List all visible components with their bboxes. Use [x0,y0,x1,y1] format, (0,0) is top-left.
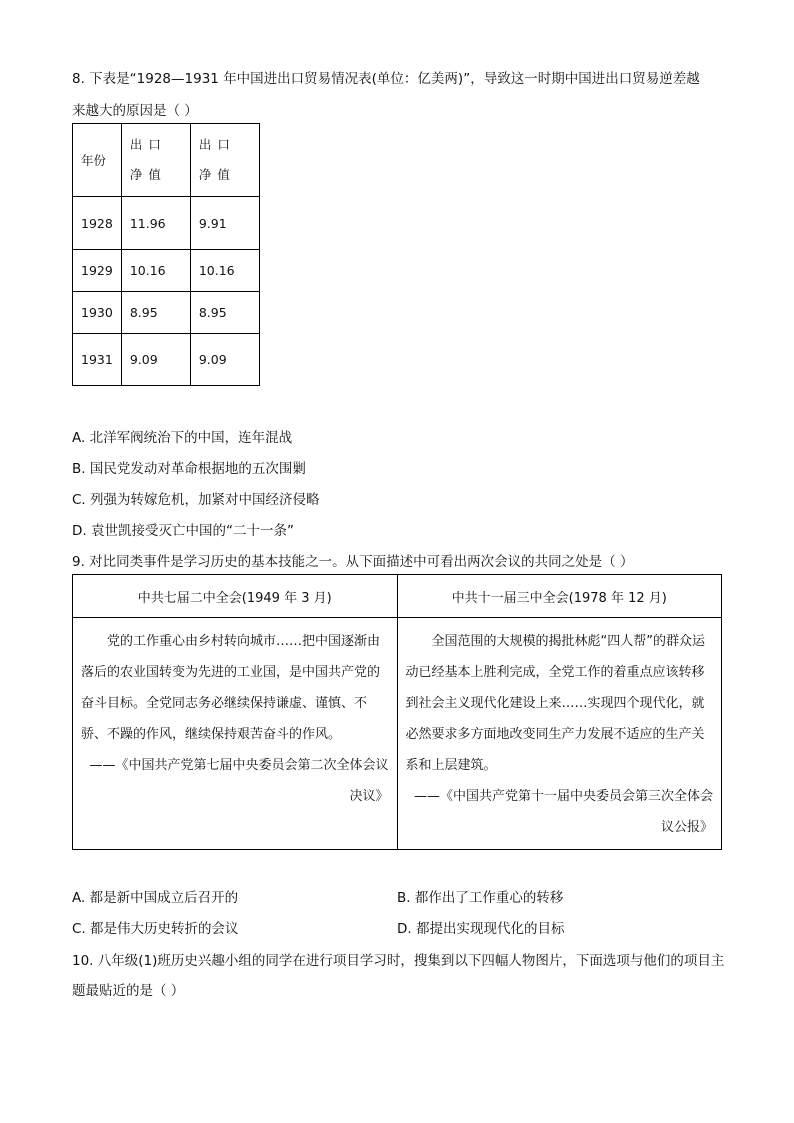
right-meeting-excerpt: 全国范围的大规模的揭批林彪“四人帮”的群众运动已经基本上胜利完成，全党工作的着重点应该转移到社会主义现代化建设上来……实现四个现代化，就必然要求多方面地改变同生产力发展不适应的生产关系和上层建筑。 [405,634,705,773]
header-year: 年份 [73,124,122,197]
cell-value: 9.09 [190,334,259,386]
trade-table [72,123,260,386]
meeting-compare-table [72,574,722,850]
compare-header-row [73,575,722,618]
q8-stem-line2: 来越大的原因是（ ） [72,103,198,119]
q8-option-d[interactable]: D. 袁世凯接受灭亡中国的“二十一条” [72,523,294,539]
left-meeting-excerpt: 党的工作重心由乡村转向城市……把中国逐渐由落后的农业国转变为先进的工业国，是中国共产党的奋斗目标。全党同志务必继续保持谦虚、谨慎、不骄、不躁的作风，继续保持艰苦奋斗的作风。 [81,634,381,742]
cell-value: 9.91 [190,197,259,250]
q8-option-c[interactable]: C. 列强为转嫁危机，加紧对中国经济侵略 [72,492,320,508]
cell-value: 11.96 [121,197,190,250]
table-row [73,250,260,292]
q9-option-a[interactable]: A. 都是新中国成立后召开的 [72,890,239,906]
q9-option-c[interactable]: C. 都是伟大历史转折的会议 [72,921,239,937]
q10-stem: 10. 八年级(1)班历史兴趣小组的同学在进行项目学习时，搜集到以下四幅人物图片，下面选项与他们的项目主题最贴近的是（ ） [72,953,725,999]
cell-value: 9.09 [121,334,190,386]
left-meeting-cell [73,618,398,850]
cell-value: 10.16 [121,250,190,292]
cell-value: 8.95 [190,292,259,334]
table-row [73,334,260,386]
q8-option-a[interactable]: A. 北洋军阀统治下的中国，连年混战 [72,430,293,446]
q9-option-d[interactable]: D. 都提出实现现代化的目标 [397,921,565,937]
right-meeting-source: ——《中国共产党第十一届中央委员会第三次全体会议公报》 [413,789,713,835]
cell-year: 1931 [73,334,122,386]
cell-year: 1930 [73,292,122,334]
q8-stem-line1: 8. 下表是“1928—1931 年中国进出口贸易情况表(单位：亿美两)”，导致这一时期中国进出口贸易逆差越 [72,71,700,87]
right-meeting-cell [397,618,722,850]
table-row [73,292,260,334]
header-export-net-2: 出口净值 [190,124,259,197]
cell-value: 8.95 [121,292,190,334]
table-row [73,197,260,250]
left-meeting-source: ——《中国共产党第七届中央委员会第二次全体会议决议》 [89,758,389,804]
cell-year: 1929 [73,250,122,292]
right-meeting-title: 中共十一届三中全会(1978 年 12 月) [397,575,722,618]
trade-table-header-row [73,124,260,197]
q8-option-b[interactable]: B. 国民党发动对革命根据地的五次围剿 [72,461,306,477]
q9-option-b[interactable]: B. 都作出了工作重心的转移 [397,890,564,906]
cell-value: 10.16 [190,250,259,292]
header-export-net-1: 出口净值 [121,124,190,197]
q9-stem: 9. 对比同类事件是学习历史的基本技能之一。从下面描述中可看出两次会议的共同之处是（ ） [72,554,634,570]
cell-year: 1928 [73,197,122,250]
compare-body-row [73,618,722,850]
left-meeting-title: 中共七届二中全会(1949 年 3 月) [73,575,398,618]
